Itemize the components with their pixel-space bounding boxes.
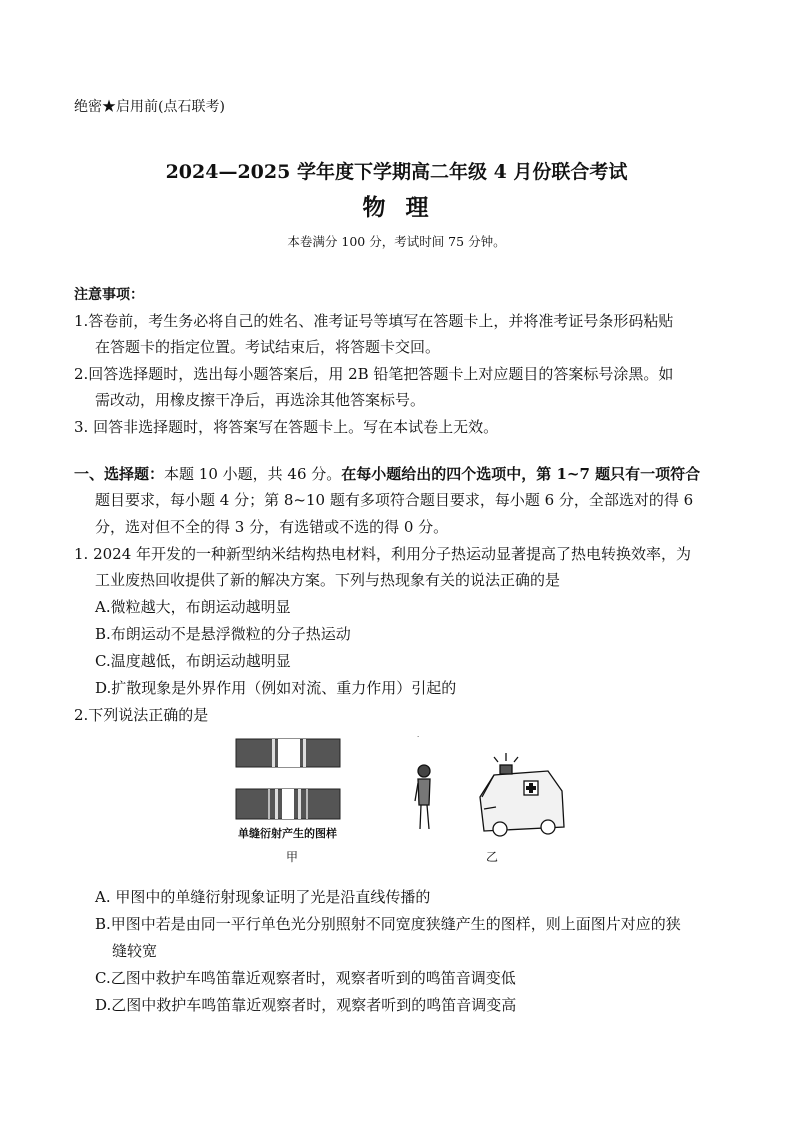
notice-item-1: 1.答卷前，考生务必将自己的姓名、准考证号等填写在答题卡上，并将准考证号条形码粘贴 xyxy=(74,312,674,330)
subject-title xyxy=(0,189,793,222)
q2-option-b-cont: 缝较宽 xyxy=(112,942,158,960)
notice-item-2: 2.回答选择题时，选出每小题答案后，用 2B 铅笔把答题卡上对应题目的答案标号涂黑。如 xyxy=(74,365,674,383)
score-info: 本卷满分 100 分，考试时间 75 分钟。 xyxy=(287,234,506,249)
q1-stem: 1. 2024 年开发的一种新型纳米结构热电材料，利用分子热运动显著提高了热电转换效率，为 xyxy=(74,545,692,563)
svg-text:·: · xyxy=(417,735,420,741)
diffraction-caption: 单缝衍射产生的图样 xyxy=(238,827,337,840)
q2-option-c: C.乙图中救护车鸣笛靠近观察者时，观察者听到的鸣笛音调变低 xyxy=(95,969,516,987)
q1-option-d: D.扩散现象是外界作用（例如对流、重力作用）引起的 xyxy=(95,679,457,697)
notice-heading: 注意事项： xyxy=(74,287,144,303)
section-instructions-3: 分，选对但不全的得 3 分，有选错或不选的得 0 分。 xyxy=(95,518,449,536)
q1-stem-cont: 工业废热回收提供了新的解决方案。下列与热现象有关的说法正确的是 xyxy=(95,571,561,589)
q2-option-b: B.甲图中若是由同一平行单色光分别照射不同宽度狭缝产生的图样，则上面图片对应的狭 xyxy=(95,915,681,933)
diffraction-pattern-bottom xyxy=(236,789,340,819)
figure-label-yi: 乙 xyxy=(486,850,499,864)
ambulance-icon xyxy=(480,753,564,836)
section-instructions: 在每小题给出的四个选项中，第 1~7 题只有一项符合 xyxy=(341,465,701,483)
subject-char-2: 理 xyxy=(405,194,431,221)
observer-icon xyxy=(415,765,430,829)
notice-item-1-cont: 在答题卡的指定位置。考试结束后，将答题卡交回。 xyxy=(95,338,441,356)
q2-stem: 2.下列说法正确的是 xyxy=(74,706,209,724)
notice-item-2-cont: 需改动，用橡皮擦干净后，再选涂其他答案标号。 xyxy=(95,391,426,409)
section-score-info: 本题 10 小题，共 46 分。 xyxy=(164,465,342,483)
confidential-label: 绝密★启用前(点石联考) xyxy=(74,99,225,115)
subject-char-1: 物 xyxy=(362,194,388,221)
q2-option-a: A. 甲图中的单缝衍射现象证明了光是沿直线传播的 xyxy=(95,888,431,906)
section-instructions-2: 题目要求，每小题 4 分；第 8~10 题有多项符合题目要求，每小题 6 分，全部选对的得 6 xyxy=(95,491,694,509)
exam-title: 2024—2025 学年度下学期高二年级 4 月份联合考试 xyxy=(165,161,628,183)
q2-option-d: D.乙图中救护车鸣笛靠近观察者时，观察者听到的鸣笛音调变高 xyxy=(95,996,517,1014)
notice-item-3: 3. 回答非选择题时，将答案写在答题卡上。写在本试卷上无效。 xyxy=(74,418,499,436)
figure-label-jia: 甲 xyxy=(286,850,299,864)
q1-option-b: B.布朗运动不是悬浮微粒的分子热运动 xyxy=(95,625,351,643)
diffraction-pattern-top xyxy=(236,739,340,767)
section-heading xyxy=(74,464,700,484)
section-prefix: 一、选择题： xyxy=(74,465,165,483)
q1-option-a: A.微粒越大，布朗运动越明显 xyxy=(95,598,291,616)
q1-option-c: C.温度越低，布朗运动越明显 xyxy=(95,652,291,670)
q2-figure xyxy=(232,735,572,870)
